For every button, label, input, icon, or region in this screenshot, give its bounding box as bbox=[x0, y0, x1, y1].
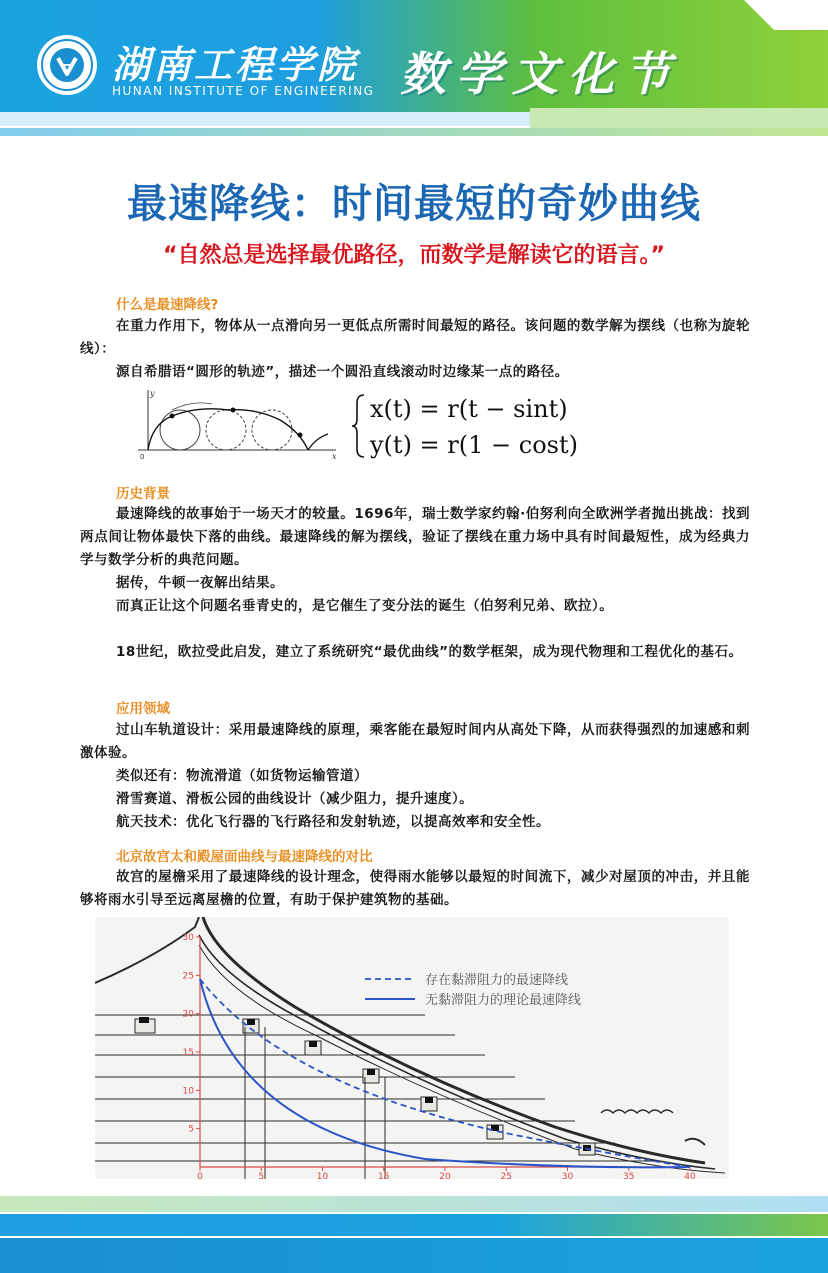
y-tick-label: 20 bbox=[182, 1009, 194, 1020]
header-stripe bbox=[0, 128, 828, 136]
school-name-en: HUNAN INSTITUTE OF ENGINEERING bbox=[112, 84, 375, 98]
paragraph: 最速降线的故事始于一场天才的较量。1696年，瑞士数学家约翰·伯努利向全欧洲学者抛出挑战：找到两点间让物体最快下落的曲线。最速降线的解为摆线，验证了摆线在重力场中具有时间最短性，成为经典力学与数学分析的典范问题。 bbox=[80, 506, 750, 568]
axis-x-label: x bbox=[332, 452, 337, 461]
school-logo-icon bbox=[36, 34, 98, 96]
paragraph: 据传，牛顿一夜解出结果。 bbox=[116, 575, 284, 591]
y-tick-label: 25 bbox=[182, 971, 194, 982]
footer-stripe bbox=[0, 1238, 828, 1273]
section-title-application: 应用领域 bbox=[116, 701, 170, 717]
axis-y-label: y bbox=[150, 389, 155, 398]
paragraph: 过山车轨道设计：采用最速降线的原理，乘客能在最短时间内从高处下降，从而获得强烈的加速感和刺激体验。 bbox=[80, 722, 750, 761]
paragraph: 故宫的屋檐采用了最速降线的设计理念，使得雨水能够以最短的时间流下，减少对屋顶的冲击，并且能够将雨水引导至远离屋檐的位置，有助于保护建筑物的基础。 bbox=[80, 869, 750, 908]
paragraph: 而真正让这个问题名垂青史的，是它催生了变分法的诞生（伯努利兄弟、欧拉）。 bbox=[116, 598, 614, 614]
y-tick-label: 10 bbox=[182, 1086, 194, 1097]
page-title: 最速降线：时间最短的奇妙曲线 bbox=[127, 181, 701, 227]
origin-label: 0 bbox=[140, 453, 145, 461]
x-tick-label: 40 bbox=[684, 1172, 696, 1179]
cycloid-diagram bbox=[132, 386, 344, 462]
roof-curve-diagram bbox=[95, 917, 729, 1179]
footer-stripe bbox=[0, 1214, 828, 1236]
x-tick-label: 10 bbox=[316, 1172, 329, 1179]
x-tick-label: 0 bbox=[197, 1172, 203, 1179]
x-tick-label: 15 bbox=[378, 1172, 390, 1179]
footer-stripe bbox=[0, 1196, 828, 1212]
y-tick-label: 5 bbox=[188, 1124, 194, 1135]
x-tick-label: 35 bbox=[623, 1172, 635, 1179]
festival-title: 数学文化节 bbox=[400, 47, 680, 101]
y-tick-label: 15 bbox=[182, 1048, 194, 1058]
section-title-palace: 北京故宫太和殿屋面曲线与最速降线的对比 bbox=[116, 849, 373, 865]
paragraph: 类似还有：物流滑道（如货物运输管道） bbox=[116, 768, 368, 784]
footer-banner bbox=[0, 1196, 828, 1273]
x-tick-label: 20 bbox=[439, 1172, 451, 1179]
formula-x: x(t) = r(t − sint) bbox=[370, 395, 568, 423]
legend-dashed-label: 存在黏滞阻力的最速降线 bbox=[425, 973, 569, 988]
paragraph: 源自希腊语“圆形的轨迹”，描述一个圆沿直线滚动时边缘某一点的路径。 bbox=[116, 364, 569, 380]
header-stripe bbox=[530, 108, 828, 128]
section-title-history: 历史背景 bbox=[116, 486, 170, 502]
paragraph: 18世纪，欧拉受此启发，建立了系统研究“最优曲线”的数学框架，成为现代物理和工程优化的基石。 bbox=[116, 644, 743, 660]
y-tick-label: 30 bbox=[182, 933, 194, 943]
school-name-cn: 湖南工程学院 bbox=[112, 42, 359, 87]
page-quote: “自然总是选择最优路径，而数学是解读它的语言。” bbox=[163, 243, 665, 268]
section-title-what: 什么是最速降线? bbox=[116, 297, 219, 313]
paragraph: 在重力作用下，物体从一点滑向另一更低点所需时间最短的路径。该问题的数学解为摆线（也称为旋轮线）： bbox=[80, 318, 750, 357]
header-banner bbox=[0, 0, 828, 150]
header-stripe bbox=[0, 112, 530, 126]
formula-y: y(t) = r(1 − cost) bbox=[370, 431, 578, 459]
legend-solid-label: 无黏滞阻力的理论最速降线 bbox=[425, 993, 582, 1008]
paragraph: 航天技术：优化飞行器的飞行路径和发射轨迹，以提高效率和安全性。 bbox=[116, 814, 550, 830]
cycloid-formula bbox=[350, 389, 650, 463]
x-tick-label: 30 bbox=[561, 1172, 574, 1179]
x-tick-label: 5 bbox=[258, 1172, 265, 1179]
paragraph: 滑雪赛道、滑板公园的曲线设计（减少阻力，提升速度）。 bbox=[116, 791, 474, 807]
x-tick-label: 25 bbox=[500, 1172, 512, 1179]
